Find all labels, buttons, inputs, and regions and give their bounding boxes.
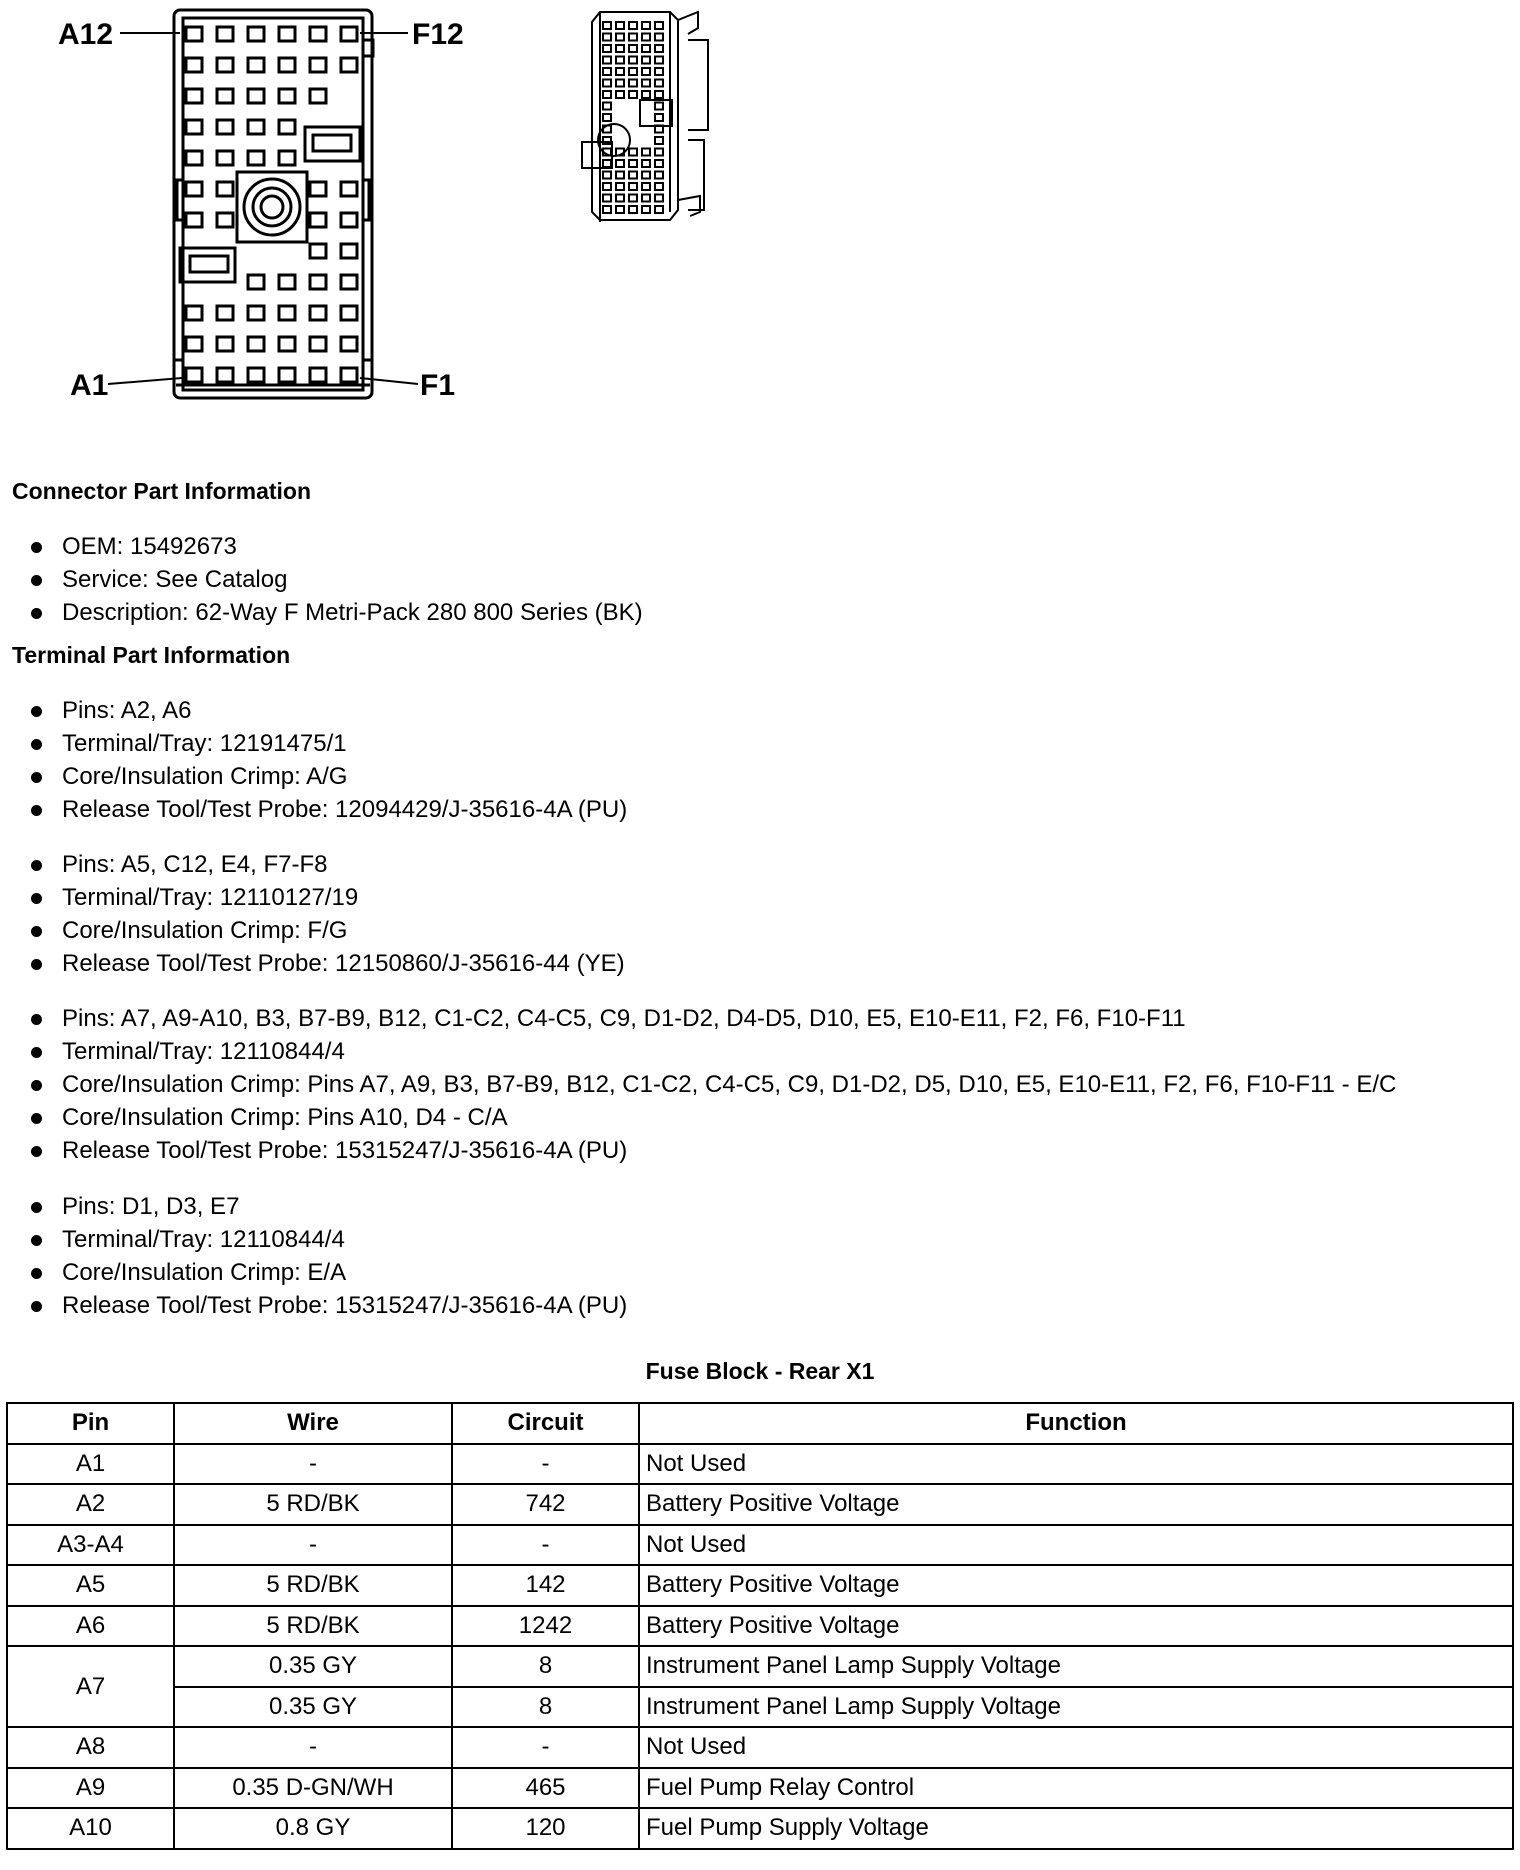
cell-wire: 5 RD/BK — [174, 1484, 452, 1525]
connector-cavity — [603, 34, 611, 41]
connector-cavity — [629, 68, 637, 75]
connector-cavity — [248, 275, 264, 289]
list-item: OEM: 15492673 — [0, 530, 643, 563]
connector-cavity — [655, 206, 663, 213]
connector-cavity — [603, 172, 611, 179]
label-f12: F12 — [412, 18, 464, 51]
connector-cavity — [655, 183, 663, 190]
connector-cavity — [279, 337, 295, 351]
connector-cavity — [655, 149, 663, 156]
connector-cavity — [248, 306, 264, 320]
connector-cavity — [629, 45, 637, 52]
terminal-group-4 — [0, 1190, 627, 1322]
cell-function: Not Used — [639, 1444, 1513, 1485]
connector-cavity — [186, 368, 202, 382]
col-header-function: Function — [639, 1403, 1513, 1444]
connector-cavity — [279, 27, 295, 41]
connector-cavity — [310, 244, 326, 258]
connector-cavity — [642, 149, 650, 156]
connector-cavity — [655, 172, 663, 179]
connector-cavity — [341, 337, 357, 351]
connector-cavity — [629, 80, 637, 87]
list-item: Core/Insulation Crimp: Pins A10, D4 - C/A — [0, 1101, 1396, 1134]
cell-function: Fuel Pump Supply Voltage — [639, 1808, 1513, 1849]
list-item: Pins: D1, D3, E7 — [0, 1190, 627, 1223]
table-row — [7, 1646, 1513, 1687]
connector-cavity — [279, 89, 295, 103]
col-header-wire: Wire — [174, 1403, 452, 1444]
cell-circuit: 742 — [452, 1484, 639, 1525]
connector-cavity — [217, 27, 233, 41]
connector-cavity — [603, 22, 611, 29]
connector-cavity — [603, 183, 611, 190]
list-item: Service: See Catalog — [0, 563, 643, 596]
connector-cavity — [279, 120, 295, 134]
connector-cavity — [616, 22, 624, 29]
connector-cavity — [642, 34, 650, 41]
connector-cavity — [655, 34, 663, 41]
label-a12: A12 — [58, 18, 114, 51]
connector-info-heading: Connector Part Information — [12, 478, 312, 504]
terminal-group-1 — [0, 694, 627, 826]
table-row — [7, 1484, 1513, 1525]
list-item: Pins: A7, A9-A10, B3, B7-B9, B12, C1-C2, C4-C5, C9, D1-D2, D4-D5, D10, E5, E10-E11, F2, F6, F10-F11 — [0, 1002, 1396, 1035]
connector-cavity — [186, 306, 202, 320]
connector-cavity — [642, 160, 650, 167]
connector-cavity — [341, 213, 357, 227]
table-row — [7, 1727, 1513, 1768]
connector-cavity — [642, 45, 650, 52]
connector-cavity — [616, 34, 624, 41]
cell-pin: A9 — [7, 1768, 174, 1809]
connector-cavity — [642, 91, 650, 98]
connector-cavity — [655, 195, 663, 202]
connector-cavity — [629, 183, 637, 190]
connector-cavity — [642, 195, 650, 202]
list-item: Core/Insulation Crimp: F/G — [0, 914, 625, 947]
cell-function: Fuel Pump Relay Control — [639, 1768, 1513, 1809]
cell-pin: A1 — [7, 1444, 174, 1485]
connector-cavity — [310, 337, 326, 351]
connector-cavity — [603, 103, 611, 110]
connector-cavity — [629, 149, 637, 156]
connector-cavity — [310, 275, 326, 289]
connector-cavity — [217, 182, 233, 196]
connector-cavity — [310, 182, 326, 196]
connector-cavity — [629, 206, 637, 213]
cell-pin: A10 — [7, 1808, 174, 1849]
connector-cavity — [186, 58, 202, 72]
list-item: Terminal/Tray: 12110127/19 — [0, 881, 625, 914]
connector-cavity — [616, 68, 624, 75]
connector-cavity — [629, 22, 637, 29]
cell-circuit: 465 — [452, 1768, 639, 1809]
cell-circuit: 1242 — [452, 1606, 639, 1647]
cell-function: Instrument Panel Lamp Supply Voltage — [639, 1646, 1513, 1687]
connector-cavity — [217, 89, 233, 103]
list-item: Core/Insulation Crimp: E/A — [0, 1256, 627, 1289]
col-header-circuit: Circuit — [452, 1403, 639, 1444]
connector-cavity — [186, 182, 202, 196]
connector-cavity — [616, 206, 624, 213]
list-item: Core/Insulation Crimp: Pins A7, A9, B3, B7-B9, B12, C1-C2, C4-C5, C9, D1-D2, D5, D10, E5, E10-E11, F2, F6, F10-F11 - E/C — [0, 1068, 1396, 1101]
connector-cavity — [642, 183, 650, 190]
connector-cavity — [629, 172, 637, 179]
connector-cavity — [186, 337, 202, 351]
table-row — [7, 1525, 1513, 1566]
cell-circuit: - — [452, 1525, 639, 1566]
connector-cavity — [310, 58, 326, 72]
table-row — [7, 1808, 1513, 1849]
connector-info-list — [0, 530, 643, 629]
list-item: Pins: A5, C12, E4, F7-F8 — [0, 848, 625, 881]
cell-pin: A2 — [7, 1484, 174, 1525]
connector-cavity — [279, 58, 295, 72]
connector-cavity — [616, 80, 624, 87]
connector-cavity — [217, 213, 233, 227]
connector-cavity — [603, 57, 611, 64]
connector-cavity — [629, 195, 637, 202]
cell-circuit: 142 — [452, 1565, 639, 1606]
connector-cavity — [248, 120, 264, 134]
pinout-table — [6, 1402, 1514, 1850]
connector-cavity — [186, 151, 202, 165]
connector-cavity — [642, 206, 650, 213]
list-item: Release Tool/Test Probe: 12150860/J-35616-44 (YE) — [0, 947, 625, 980]
connector-cavity — [603, 195, 611, 202]
connector-cavity — [603, 114, 611, 121]
connector-cavity — [186, 213, 202, 227]
connector-cavity — [655, 137, 663, 144]
cell-pin: A7 — [7, 1646, 174, 1727]
connector-face-view — [174, 10, 373, 398]
connector-cavity — [248, 368, 264, 382]
connector-cavity — [655, 103, 663, 110]
connector-cavity — [616, 183, 624, 190]
terminal-group-3 — [0, 1002, 1396, 1167]
table-header-row — [7, 1403, 1513, 1444]
cell-function: Battery Positive Voltage — [639, 1606, 1513, 1647]
connector-cavity — [341, 182, 357, 196]
connector-cavity — [616, 91, 624, 98]
connector-cavity — [616, 172, 624, 179]
list-item: Terminal/Tray: 12191475/1 — [0, 727, 627, 760]
connector-cavity — [217, 368, 233, 382]
cell-function: Battery Positive Voltage — [639, 1565, 1513, 1606]
connector-cavity — [642, 68, 650, 75]
table-title: Fuse Block - Rear X1 — [645, 1358, 875, 1384]
connector-cavity — [616, 45, 624, 52]
cell-function: Instrument Panel Lamp Supply Voltage — [639, 1687, 1513, 1728]
terminal-group-2 — [0, 848, 625, 980]
list-item: Description: 62-Way F Metri-Pack 280 800 Series (BK) — [0, 596, 643, 629]
connector-cavity — [629, 91, 637, 98]
connector-cavity — [655, 45, 663, 52]
connector-cavity — [655, 57, 663, 64]
table-row — [7, 1444, 1513, 1485]
connector-cavity — [655, 80, 663, 87]
cell-function: Battery Positive Voltage — [639, 1484, 1513, 1525]
connector-isometric-view — [582, 12, 708, 222]
connector-cavity — [616, 160, 624, 167]
connector-cavity — [341, 306, 357, 320]
list-item: Pins: A2, A6 — [0, 694, 627, 727]
list-item: Terminal/Tray: 12110844/4 — [0, 1223, 627, 1256]
table-row — [7, 1565, 1513, 1606]
cell-wire: - — [174, 1444, 452, 1485]
connector-cavity — [642, 57, 650, 64]
connector-cavity — [279, 368, 295, 382]
connector-cavity — [616, 57, 624, 64]
table-row — [7, 1687, 1513, 1728]
connector-cavity — [279, 151, 295, 165]
connector-cavity — [217, 58, 233, 72]
list-item: Terminal/Tray: 12110844/4 — [0, 1035, 1396, 1068]
connector-cavity — [603, 160, 611, 167]
cell-wire: 0.35 D-GN/WH — [174, 1768, 452, 1809]
connector-cavity — [655, 114, 663, 121]
cell-wire: - — [174, 1525, 452, 1566]
connector-cavity — [310, 306, 326, 320]
connector-diagram — [0, 0, 1520, 420]
connector-cavity — [310, 368, 326, 382]
cell-circuit: - — [452, 1444, 639, 1485]
cell-wire: 0.8 GY — [174, 1808, 452, 1849]
connector-cavity — [341, 368, 357, 382]
label-a1: A1 — [70, 369, 109, 402]
connector-cavities — [186, 27, 357, 382]
connector-cavity — [341, 27, 357, 41]
connector-cavity — [186, 27, 202, 41]
table-row — [7, 1768, 1513, 1809]
cell-function: Not Used — [639, 1525, 1513, 1566]
list-item: Release Tool/Test Probe: 15315247/J-35616-4A (PU) — [0, 1134, 1396, 1167]
cell-pin: A6 — [7, 1606, 174, 1647]
cell-circuit: 8 — [452, 1646, 639, 1687]
list-item: Release Tool/Test Probe: 12094429/J-35616-4A (PU) — [0, 793, 627, 826]
connector-cavity — [655, 160, 663, 167]
connector-cavity — [248, 89, 264, 103]
connector-cavity — [655, 91, 663, 98]
connector-cavity — [217, 306, 233, 320]
connector-cavity — [217, 120, 233, 134]
cell-circuit: 120 — [452, 1808, 639, 1849]
cell-wire: - — [174, 1727, 452, 1768]
connector-cavity — [603, 80, 611, 87]
connector-cavity — [603, 45, 611, 52]
connector-cavity — [642, 22, 650, 29]
cell-pin: A8 — [7, 1727, 174, 1768]
connector-cavity — [616, 195, 624, 202]
connector-cavity — [217, 151, 233, 165]
cell-wire: 0.35 GY — [174, 1646, 452, 1687]
connector-cavity — [642, 172, 650, 179]
connector-cavity — [655, 22, 663, 29]
connector-cavity — [279, 306, 295, 320]
connector-cavity — [629, 160, 637, 167]
cell-wire: 0.35 GY — [174, 1687, 452, 1728]
cell-function: Not Used — [639, 1727, 1513, 1768]
connector-cavity — [279, 275, 295, 289]
connector-cavity — [248, 337, 264, 351]
connector-cavity — [341, 58, 357, 72]
connector-cavity — [341, 244, 357, 258]
connector-cavity — [603, 206, 611, 213]
connector-cavity — [310, 89, 326, 103]
connector-cavity — [186, 89, 202, 103]
cell-wire: 5 RD/BK — [174, 1606, 452, 1647]
connector-cavity — [217, 337, 233, 351]
connector-cavity — [603, 91, 611, 98]
cell-pin: A3-A4 — [7, 1525, 174, 1566]
list-item: Core/Insulation Crimp: A/G — [0, 760, 627, 793]
connector-cavity — [248, 27, 264, 41]
label-f1: F1 — [420, 369, 456, 402]
connector-cavity — [341, 275, 357, 289]
terminal-info-heading: Terminal Part Information — [12, 642, 291, 668]
cell-circuit: 8 — [452, 1687, 639, 1728]
connector-cavity — [603, 68, 611, 75]
connector-cavity — [186, 120, 202, 134]
connector-cavity — [248, 151, 264, 165]
connector-cavity — [310, 213, 326, 227]
cell-circuit: - — [452, 1727, 639, 1768]
table-row — [7, 1606, 1513, 1647]
connector-cavity — [629, 34, 637, 41]
cell-wire: 5 RD/BK — [174, 1565, 452, 1606]
connector-cavity — [642, 80, 650, 87]
connector-cavity — [655, 68, 663, 75]
connector-cavity — [629, 57, 637, 64]
connector-cavity — [248, 58, 264, 72]
list-item: Release Tool/Test Probe: 15315247/J-35616-4A (PU) — [0, 1289, 627, 1322]
connector-cavity — [310, 27, 326, 41]
col-header-pin: Pin — [7, 1403, 174, 1444]
cell-pin: A5 — [7, 1565, 174, 1606]
